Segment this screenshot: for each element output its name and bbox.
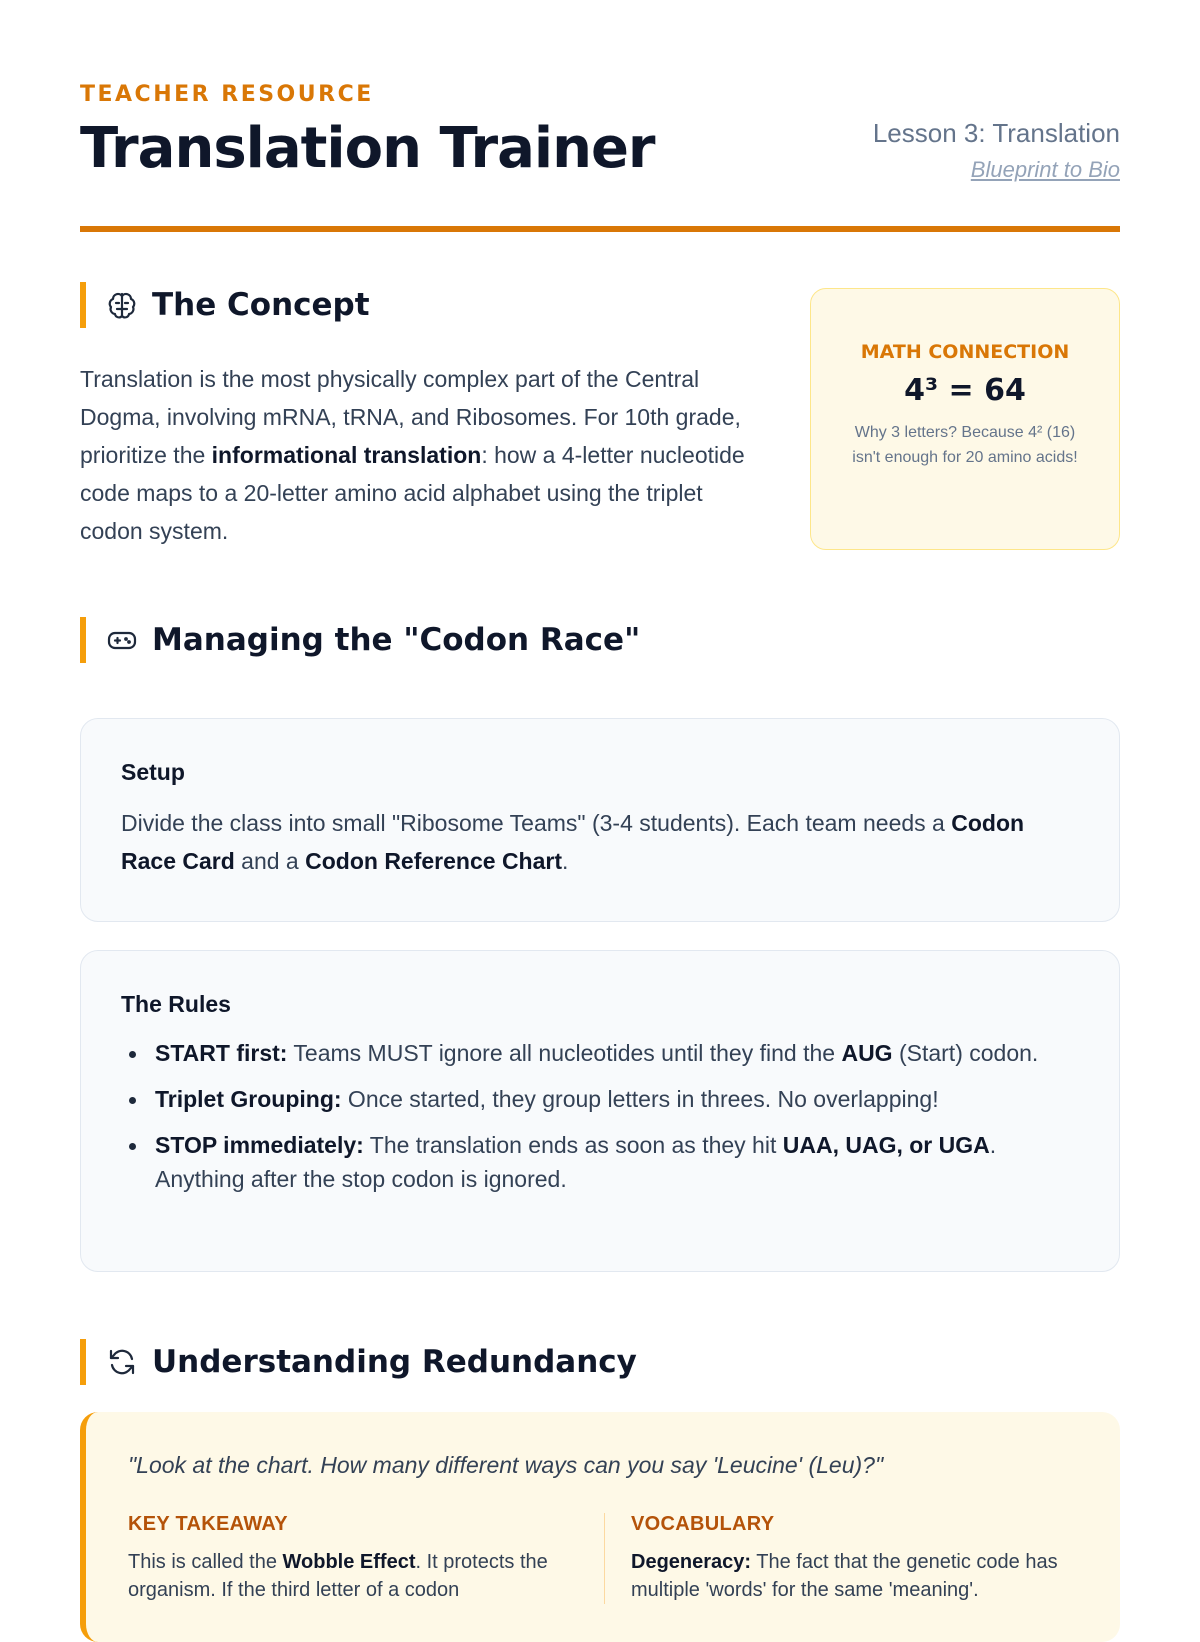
text-run: Divide the class into small "Ribosome Teams" (3-4 students). Each team needs a <box>121 810 952 836</box>
gamepad-icon <box>106 624 138 656</box>
page-title: Translation Trainer <box>80 116 655 181</box>
header-divider <box>80 226 1120 232</box>
section-accent-bar <box>80 617 86 663</box>
text-run: This is called the <box>128 1551 283 1573</box>
codon-race-heading <box>80 617 640 663</box>
takeaway-text <box>128 1548 568 1604</box>
bold-text: UAA, UAG, or UGA <box>782 1132 990 1158</box>
list-item <box>121 1128 1079 1196</box>
rule-lead: STOP immediately: <box>155 1132 364 1158</box>
callout-columns <box>128 1513 1080 1604</box>
math-equation: 4³ = 64 <box>904 373 1026 408</box>
text-run: . It protects the organism. If the third letter of a codon <box>128 1551 548 1601</box>
rules-card <box>80 950 1120 1272</box>
bold-text: Degeneracy: <box>631 1551 752 1573</box>
text-run: The translation ends as soon as they hit <box>363 1132 783 1158</box>
section-accent-bar <box>80 1339 86 1385</box>
list-item <box>121 1082 1079 1116</box>
math-note: Why 3 letters? Because 4² (16) isn't enough for 20 amino acids! <box>852 424 1078 466</box>
brain-icon <box>106 289 138 321</box>
section-title: Understanding Redundancy <box>152 1344 637 1380</box>
concept-heading <box>80 282 370 328</box>
bold-text: Wobble Effect <box>282 1551 416 1573</box>
text-run: Translation is the most physically complex part of the Central Dogma, involving mRNA, tRNA, and Ribosomes. For 10th grade, prioritize the <box>80 366 741 468</box>
setup-text <box>121 804 1079 880</box>
text-run: and a <box>234 848 306 874</box>
text-run: The fact that the genetic code has multiple 'words' for the same 'meaning'. <box>631 1551 1058 1601</box>
math-connection-card <box>810 288 1120 550</box>
discussion-quote: "Look at the chart. How many different ways can you say 'Leucine' (Leu)?" <box>128 1452 884 1478</box>
rules-list <box>121 1036 1079 1196</box>
blueprint-link[interactable]: Blueprint to Bio <box>970 157 1120 182</box>
bold-text: Codon Race Card <box>121 810 1025 874</box>
lesson-label: Lesson 3: Translation <box>872 118 1120 148</box>
text-run: Once started, they group letters in threes. No overlapping! <box>341 1086 939 1112</box>
text-run: . Anything after the stop codon is ignored. <box>155 1132 997 1192</box>
setup-title: Setup <box>121 759 185 785</box>
bold-text: informational translation <box>211 442 482 468</box>
section-title: The Concept <box>152 287 370 323</box>
takeaway-label: KEY TAKEAWAY <box>128 1513 288 1535</box>
redundancy-callout <box>80 1412 1120 1642</box>
vocabulary <box>604 1513 1080 1604</box>
vocabulary-label: VOCABULARY <box>631 1513 775 1535</box>
key-takeaway <box>128 1513 604 1604</box>
text-run: . <box>562 848 569 874</box>
refresh-icon <box>106 1346 138 1378</box>
text-run: (Start) codon. <box>892 1040 1039 1066</box>
header <box>80 0 1120 235</box>
bold-text: Codon Reference Chart <box>305 848 562 874</box>
redundancy-heading <box>80 1339 637 1385</box>
eyebrow-label: TEACHER RESOURCE <box>80 82 374 107</box>
list-item <box>121 1036 1079 1070</box>
rule-lead: Triplet Grouping: <box>155 1086 342 1112</box>
rules-title: The Rules <box>121 991 231 1017</box>
math-label: MATH CONNECTION <box>860 341 1070 363</box>
text-run: : how a 4-letter nucleotide code maps to a 20-letter amino acid alphabet using the triplet codon system. <box>80 442 745 544</box>
setup-card <box>80 718 1120 922</box>
bold-text: AUG <box>841 1040 893 1066</box>
section-accent-bar <box>80 282 86 328</box>
concept-paragraph <box>80 360 760 550</box>
vocabulary-text <box>631 1548 1071 1604</box>
rule-lead: START first: <box>155 1040 288 1066</box>
section-title: Managing the "Codon Race" <box>152 622 641 658</box>
text-run: Teams MUST ignore all nucleotides until they find the <box>287 1040 842 1066</box>
